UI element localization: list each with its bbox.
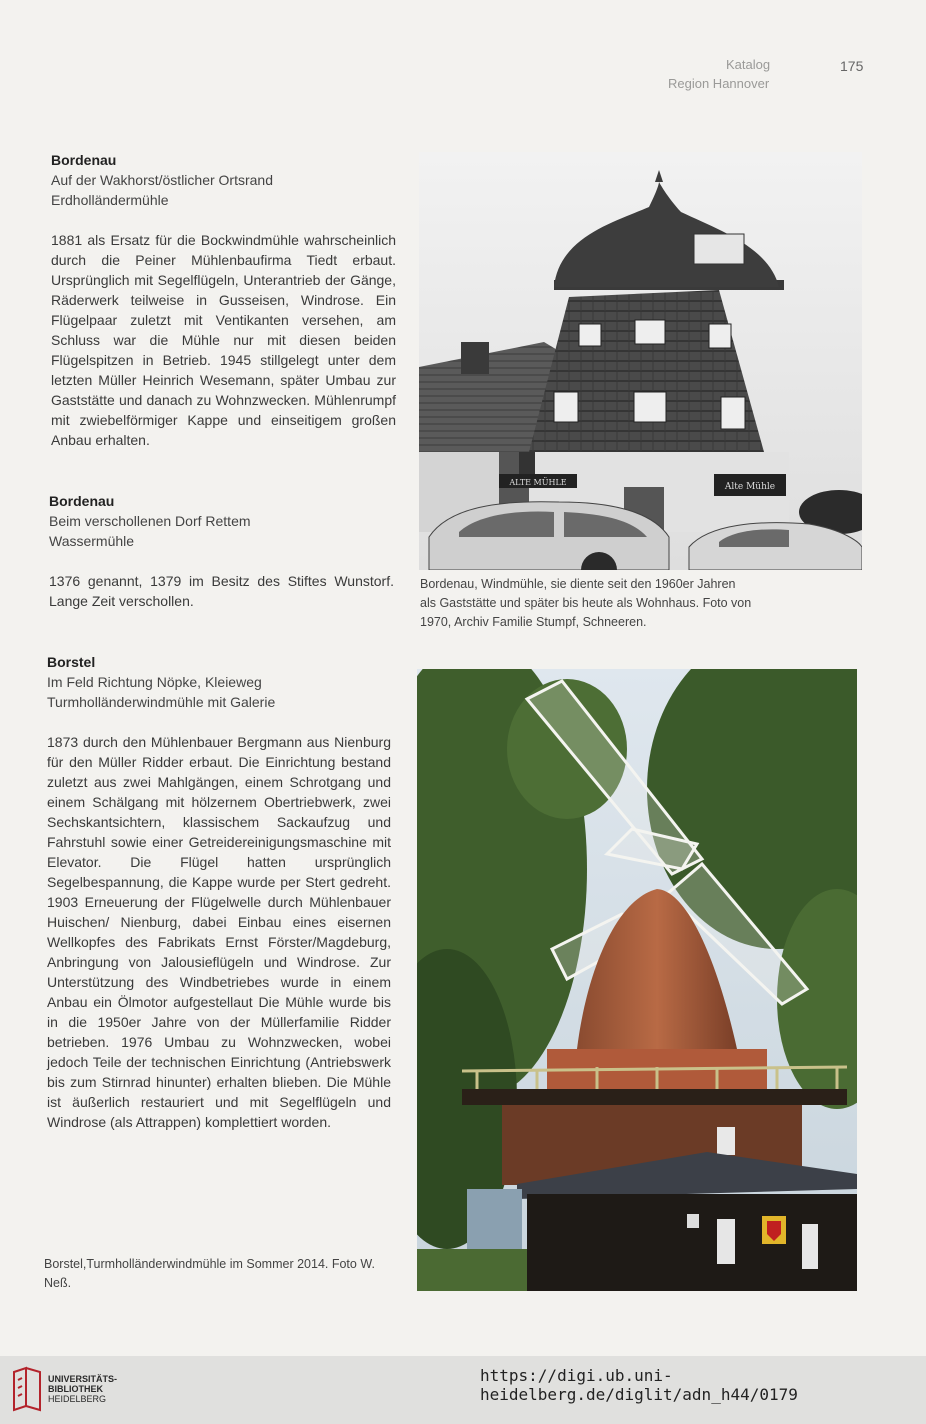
entry-mill-type: Erdholländermühle: [51, 192, 169, 208]
entry-location: Auf der Wakhorst/östlicher Ortsrand: [51, 172, 274, 188]
entry-title: Bordenau: [49, 493, 115, 509]
entry-description: 1881 als Ersatz für die Bockwindmühle wahrscheinlich durch die Peiner Mühlenbaufirma Tiedt erbaut. Ursprünglich mit Segelflügeln, Unterantrieb der Gänge, Räderwerk teilweise in Gusseisen, Windrose. Ein Flügelpaar zuletzt mit Ventikanten versehen, am Schluss war die Mühle nur mit diesen beiden Flügelspitzen in Betrieb. 1945 stillgelegt unter dem letzten Müller Heinrich Wesemann, später Umbau zur Gaststätte und danach zu Wohnzwecken. Mühlenrumpf mit zwiebelförmiger Kappe und einseitigem großen Anbau erhalten.: [51, 232, 396, 448]
entry-mill-type: Wassermühle: [49, 533, 135, 549]
sign-text-left: ALTE MÜHLE: [509, 478, 567, 487]
entry-location: Im Feld Richtung Nöpke, Kleieweg: [47, 674, 262, 690]
entry-mill-type: Turmholländerwindmühle mit Galerie: [47, 694, 276, 710]
photo-caption-bordenau: Bordenau, Windmühle, sie diente seit den 1960er Jahren als Gaststätte und später bis heute als Wohnhaus. Foto von 1970, Archiv Familie Stumpf, Schneeren.: [420, 577, 752, 629]
sign-text-right: Alte Mühle: [724, 482, 776, 492]
catalog-entry-borstel: [47, 652, 391, 1132]
photo-bordenau-windmill: [419, 152, 862, 570]
photo-borstel-windmill: [417, 669, 857, 1291]
catalog-entry-bordenau-windmill: [51, 150, 396, 450]
page-number: 175: [840, 58, 864, 74]
entry-location: Beim verschollenen Dorf Rettem: [49, 513, 251, 529]
entry-title: Bordenau: [51, 152, 117, 168]
entry-description: 1376 genannt, 1379 im Besitz des Stiftes Wunstorf. Lange Zeit verschollen.: [49, 573, 394, 609]
entry-description: 1873 durch den Mühlenbauer Bergmann aus Nienburg für den Müller Ridder erbaut. Die Einrichtung bestand zuletzt aus zwei Mahlgängen, einem Schrotgang und einem Schälgang mit hölzernem Obertriebwerk, zwei Sechskantsichtern, klassischem Sackaufzug und Fahrstuhl sowie einer Getreidereinigungsmaschine mit Elevator. Die Flügel hatten ursprünglich Segelbespannung, die Kappe wurde per Stert gedreht. 1903 Erneuerung der Flügelwelle durch Mühlenbauer Huischen/ Nienburg, dabei Einbau eines eisernen Wellkopfes des Fabrikats Ernst Förster/Magdeburg, Anbringung von Jalousieflügeln und Windrose. Zur Unterstützung des Windbetriebes wurde in einem Anbau ein Ölmotor aufgestellaut Die Mühle wurde bis in die 1950er Jahre von der Müllerfamilie Ridder betrieben. 1976 Umbau zu Wohnzwecken, wobei jedoch Teile der technischen Einrichtung (Antriebswerk bis zum Stirnrad hinunter) erhalten blieben. Die Mühle ist äußerlich restauriert und mit Segelflügeln und Windrose (als Attrappen) komplettiert worden.: [47, 734, 391, 1130]
library-logo-text: UNIVERSITÄTS- BIBLIOTHEK HEIDELBERG: [48, 1374, 118, 1404]
library-logo-icon: [10, 1366, 44, 1412]
running-header-section: Katalog: [726, 57, 771, 72]
source-url-link[interactable]: https://digi.ub.uni-heidelberg.de/diglit/adn_h44/0179: [480, 1366, 798, 1404]
running-header-region: Region Hannover: [668, 76, 770, 91]
entry-title: Borstel: [47, 654, 96, 670]
photo-caption-borstel: Borstel,Turmholländerwindmühle im Sommer 2014. Foto W. Neß.: [44, 1257, 375, 1290]
catalog-entry-bordenau-watermill: [49, 491, 394, 611]
